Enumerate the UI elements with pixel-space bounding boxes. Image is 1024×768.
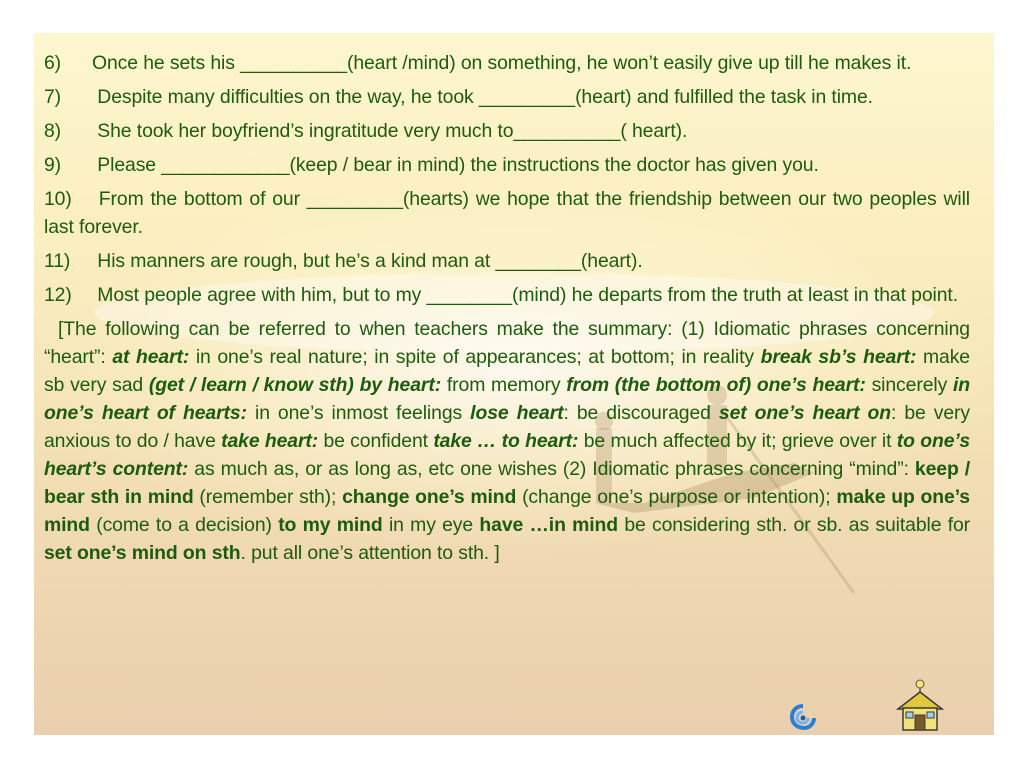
phrase-definition: sincerely [865, 374, 953, 396]
phrase-definition: as much as, or as long as, etc one wishes (2) Idiomatic phrases concerning “mind”: [188, 458, 915, 480]
phrase-definition: (change one’s purpose or intention); [516, 486, 837, 508]
item-text: Please ____________(keep / bear in mind) the instructions the doctor has given you. [92, 154, 819, 176]
item-number: 11) [44, 250, 71, 272]
phrase-definition: be much affected by it; grieve over it [578, 430, 897, 452]
phrase-definition: (remember sth); [193, 486, 343, 508]
item-text: His manners are rough, but he’s a kind man at ________(heart). [92, 250, 643, 272]
phrase-term: have …in mind [479, 514, 619, 536]
summary-intro: [The following can be referred to when teachers make the summary: (1) Idiomatic phrases concerning “heart”: [44, 318, 970, 368]
phrase-term: at heart: [112, 346, 190, 368]
exercise-item-9 [44, 151, 970, 179]
phrase-term: take … to heart: [433, 430, 579, 452]
item-number: 7) [44, 86, 62, 108]
exercise-item-6 [44, 49, 970, 77]
item-text: Despite many difficulties on the way, he took _________(heart) and fulfilled the task in time. [92, 86, 873, 108]
item-number: 6) [44, 52, 62, 74]
item-number: 10) [44, 188, 72, 210]
phrase-term: in one’s heart of hearts: [44, 374, 971, 424]
phrase-term: change one’s mind [342, 486, 517, 508]
item-number: 12) [44, 284, 72, 306]
phrase-term: set one’s heart on [718, 402, 891, 424]
item-text: From the bottom of our _________(hearts) we hope that the friendship between our two peoples will last forever. [44, 188, 970, 238]
phrase-term: set one’s mind on sth [44, 542, 241, 564]
slide-content [44, 49, 970, 567]
phrase-definition: in one’s inmost feelings [246, 402, 471, 424]
phrase-definition: be confident [318, 430, 434, 452]
phrase-term: to my mind [278, 514, 383, 536]
item-text: She took her boyfriend’s ingratitude very much to__________( heart). [92, 120, 688, 142]
phrase-definition: from memory [441, 374, 567, 396]
exercise-item-10 [44, 185, 970, 241]
slide [34, 33, 994, 735]
item-number: 8) [44, 120, 62, 142]
item-number: 9) [44, 154, 62, 176]
phrase-definition: make sb very sad [44, 346, 970, 396]
swirl-back-icon[interactable] [788, 703, 818, 731]
phrase-term: lose heart [470, 402, 564, 424]
exercise-item-11 [44, 247, 970, 275]
phrase-definition: . put all one’s attention to sth. ] [240, 542, 500, 564]
exercise-item-7 [44, 83, 970, 111]
phrase-definition: be considering sth. or sb. as suitable for [618, 514, 971, 536]
phrase-term: to one’s heart’s content: [44, 430, 970, 480]
phrase-term: break sb’s heart: [760, 346, 917, 368]
phrase-term: take heart: [221, 430, 319, 452]
phrase-definition: : be discouraged [563, 402, 719, 424]
phrase-definition: in my eye [382, 514, 480, 536]
phrase-term: make up one’s mind [44, 486, 970, 536]
phrase-definition: : be very anxious to do / have [44, 402, 970, 452]
phrase-definition: in one’s real nature; in spite of appearances; at bottom; in reality [189, 346, 761, 368]
phrase-term: from (the bottom of) one’s heart: [566, 374, 866, 396]
phrase-term: (get / learn / know sth) by heart: [148, 374, 442, 396]
summary-paragraph [44, 315, 970, 567]
exercise-item-8 [44, 117, 970, 145]
item-text: Most people agree with him, but to my ________(mind) he departs from the truth at least in that point. [92, 284, 958, 306]
phrase-definition: (come to a decision) [89, 514, 279, 536]
item-text: Once he sets his __________(heart /mind) on something, he won’t easily give up till he makes it. [92, 52, 912, 74]
phrase-term: keep / bear sth in mind [44, 458, 971, 508]
exercise-item-12 [44, 281, 970, 309]
home-icon[interactable] [892, 679, 946, 733]
